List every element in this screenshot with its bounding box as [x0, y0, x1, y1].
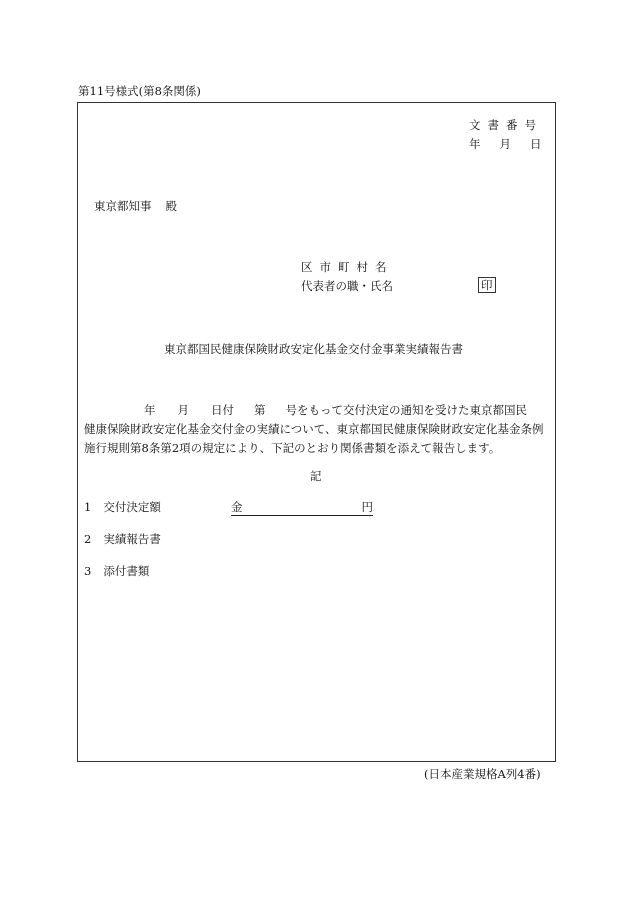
- ki-heading: 記: [310, 469, 322, 483]
- item-1: [84, 500, 161, 515]
- doc-number-label: 文書番号: [469, 118, 543, 132]
- body-dai: 第: [254, 403, 266, 417]
- form-number: 第11号様式(第8条関係): [78, 84, 201, 98]
- addressee: [94, 199, 177, 214]
- date-month: 月: [499, 137, 511, 151]
- item-2: [84, 532, 161, 547]
- item-number: 3: [84, 564, 92, 578]
- amount-suffix: 円: [361, 500, 373, 514]
- body-date-suffix: 日付: [211, 403, 234, 417]
- date-line: [469, 137, 542, 152]
- seal-icon: 印: [478, 277, 496, 293]
- body-line3: 施行規則第8条第2項の規定により、下記のとおり関係書類を添えて報告します。: [84, 441, 501, 455]
- item-number: 1: [84, 500, 92, 514]
- item-3: [84, 564, 149, 579]
- item-label: 交付決定額: [103, 500, 161, 514]
- item-number: 2: [84, 532, 92, 546]
- amount-prefix: 金: [231, 500, 243, 514]
- municipality-label: 区市町村名: [301, 260, 394, 274]
- item-label: 実績報告書: [103, 532, 161, 546]
- addressee-honorific: 殿: [165, 199, 177, 213]
- representative-label: 代表者の職・氏名: [301, 279, 393, 293]
- seal-mark: [478, 277, 496, 293]
- body-line2: 健康保険財政安定化基金交付金の実績について、東京都国民健康保険財政安定化基金条例: [84, 422, 544, 436]
- addressee-name: 東京都知事: [94, 199, 152, 213]
- body-line1-rest: 号をもって交付決定の通知を受けた東京都国民: [285, 403, 527, 417]
- body-month: 月: [177, 403, 189, 417]
- page-title: 東京都国民健康保険財政安定化基金交付金事業実績報告書: [164, 342, 463, 356]
- paper-size-note: (日本産業規格A列4番): [424, 767, 541, 781]
- body-paragraph: [84, 401, 552, 458]
- item-label: 添付書類: [103, 564, 150, 578]
- date-day: 日: [530, 137, 542, 151]
- body-year: 年: [144, 403, 156, 417]
- date-year: 年: [469, 137, 481, 151]
- amount-field: [231, 500, 373, 516]
